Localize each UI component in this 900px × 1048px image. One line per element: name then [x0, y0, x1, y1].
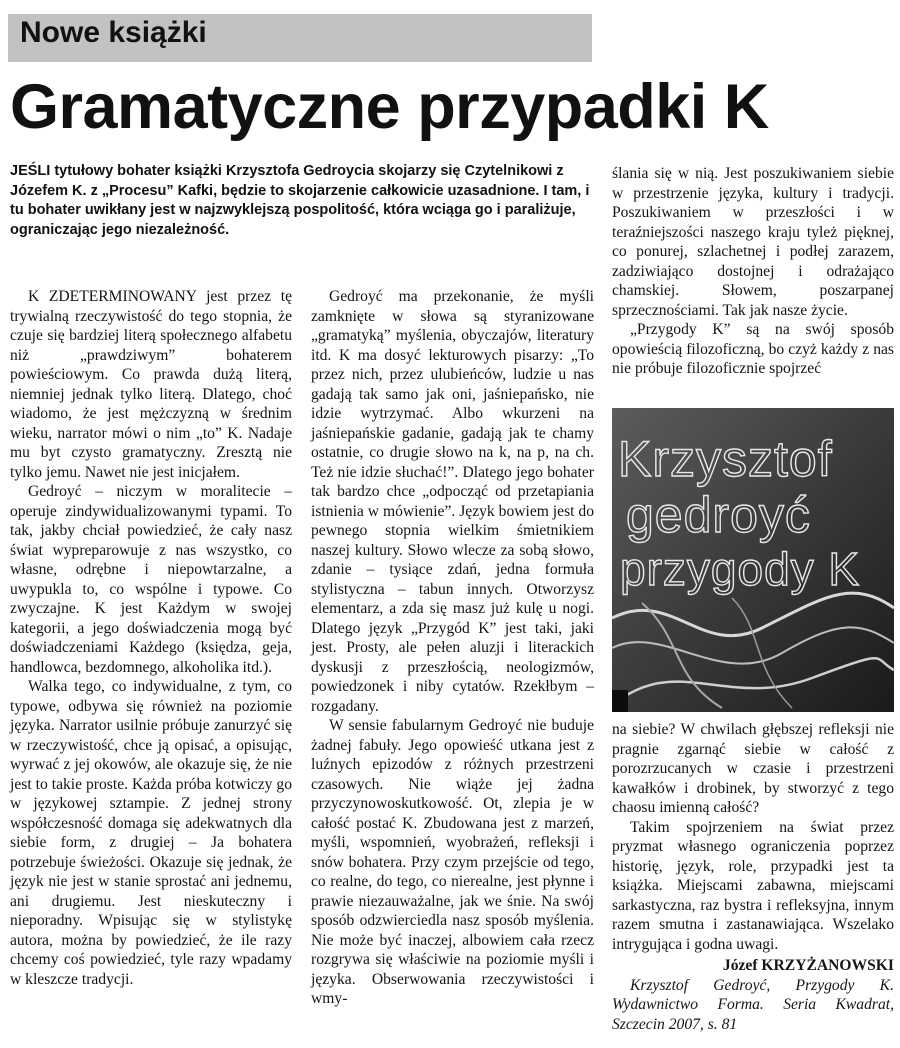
- paragraph: na siebie? W chwilach głębszej refleksji nie pragnie zgarnąć siebie w całość z porozrzucanych w czasie i przestrzeni kawałków i drobinek, by stworzyć z tego chaosu imienną całość?: [612, 721, 894, 816]
- column-3-top: [612, 164, 894, 379]
- column-1: [10, 287, 292, 989]
- book-source-note: Krzysztof Gedroyć, Przygody K. Wydawnictwo Forma. Seria Kwadrat, Szczecin 2007, s. 81: [612, 976, 894, 1033]
- paragraph: Gedroyć – niczym w moralitecie – operuje zindywidualizowanymi typami. To tak, jakby chciał powiedzieć, że cały nasz świat wypreparowuje z nas wszystko, co własne, odrębne i niepowtarzalne, a uwypukla to, co wspólne i typowe. Co zwyczajne. K jest Każdym w swojej kategorii, a jego doświadczenia mogą być doświadczeniami Każdego (księdza, geja, handlowca, bezdomnego, alkoholika itd.).: [10, 483, 292, 676]
- paragraph: W sensie fabularnym Gedroyć nie buduje żadnej fabuły. Jego opowieść utkana jest z luźnych epizodów z różnych przestrzeni czasowych. Nie wiąże jej żadna przyczynowoskutkowość. Ot, zlepia je w całość postać K. Zbudowana jest z marzeń, myśli, wspomnień, wyobrażeń, refleksji i snów bohatera. Przy czym przejście od tego, co realne, do tego, co nierealne, jest płynne i prawie niezauważalne, jak we śnie. Na swój sposób odzwierciedla nasz sposób myślenia. Nie może być inaczej, albowiem cała rzecz rozgrywa się właściwie na poziomie myśli i języka. Obserwowania rzeczywistości i wmy-: [311, 717, 594, 1007]
- column-3-bottom: [612, 720, 894, 1034]
- book-cover-image: [612, 408, 894, 712]
- author-signature: Józef KRZYŻANOWSKI: [722, 957, 894, 974]
- lead-paragraph: JEŚLI tytułowy bohater książki Krzysztofa Gedroycia skojarzy się Czytelnikowi z Józefem K. z „Procesu” Kafki, będzie to skojarzenie całkowicie uzasadnione. I tam, i tu bohater uwikłany jest w najzwyklejszą pospolitość, która wciąga go i paraliżuje, ograniczając jego niezależność.: [10, 163, 590, 238]
- paragraph: Gedroyć ma przekonanie, że myśli zamknięte w słowa są styranizowane „gramatyką” myślenia, obyczajów, literatury itd. K ma dosyć lekturowych pisarzy: „To przez nich, przez ulubieńców, ludzie u nas gadają tak samo jak oni, jaśniepańsko, nie idzie wytrzymać. Albo wkurzeni na jaśniepańskie gadanie, gadają jak te chamy ostatnie, co drugie słowo na k, na p, na ch. Też nie idzie słuchać!”. Dlatego jego bohater tak bardzo chce „odpocząć od przetapiania istnienia w mówienie”. Język bowiem jest do pewnego stopnia wielkim śmietnikiem naszej kultury. Słowo wlecze za sobą słowo, zdanie – tysiące zdań, jedna formuła stylistyczna – tabun innych. Otworzysz elementarz, a zda się masz już kulę u nogi. Dlatego język „Przygód K” jest taki, jaki jest. Prosty, ale pełen aluzji i literackich dyskusji z przeszłością, neologizmów, powiedzonek i niby cytatów. Rzekłbym – rozgadany.: [311, 288, 594, 715]
- cover-author: Krzysztof: [618, 431, 833, 487]
- section-label: Nowe książki: [20, 16, 207, 49]
- paragraph: ślania się w nią. Jest poszukiwaniem siebie w przestrzenie języka, kultury i tradycji. Poszukiwaniem w przeszłości i w teraźniejszości naszego kraju tyleż pięknej, co ponurej, szlachetnej i podłej zarazem, zadziwiająco dostojnej i odrażająco chamskiej. Słowem, poszarpanej sprzecznościami. Tak jak nasze życie.: [612, 165, 894, 319]
- paragraph: Takim spojrzeniem na świat przez pryzmat własnego ograniczenia poprzez historię, język, role, przypadki jest ta książka. Miejscami zabawna, miejscami sarkastyczna, raz bystra i refleksyjna, innym razem smutna i zastanawiająca. Wszelako intrygująca i godna uwagi.: [612, 818, 894, 953]
- headline: Gramatyczne przypadki K: [10, 72, 769, 142]
- paragraph: Walka tego, co indywidualne, z tym, co typowe, odbywa się również na poziomie języka. Narrator usilnie próbuje zanurzyć się w rzeczywistość, chce ją opisać, a opisując, wyrwać z jej okowów, ale okazuje się, że nie jest to takie proste. Każda próba kotwiczy go w językowej sztampie. Z jednej strony współczesność domaga się adekwatnych dla siebie form, z drugiej – Ja bohatera potrzebuje świeżości. Okazuje się jednak, że język nie jest w stanie sprostać ani jednemu, ani drugiemu. Jest nieskuteczny i nieporadny. Wpisując się w stylistykę autora, można by powiedzieć, że ile razy chcemy coś powiedzieć, tyle razy wpadamy w kleszcze tradycji.: [10, 678, 292, 988]
- cover-surname: gedroyć: [626, 487, 811, 543]
- column-2: [311, 287, 594, 1009]
- paragraph: K ZDETERMINOWANY jest przez tę trywialną rzeczywistość do tego stopnia, że czuje się bardziej literą społecznego alfabetu niż „prawdziwym” bohaterem powieściowym. Co prawda dużą literą, niemniej jednak tylko literą. Dlatego, choć wiadomo, że jest mężczyzną w średnim wieku, narrator mówi o nim „to” K. Nadaje mu byt czysto gramatyczny. Zresztą nie tylko jemu. Nawet nie jest inicjałem.: [10, 288, 292, 481]
- paragraph: „Przygody K” są na swój sposób opowieścią filozoficzną, bo czyż każdy z nas nie próbuje filozoficznie spojrzeć: [612, 321, 894, 377]
- cover-title: przygody K: [620, 543, 861, 595]
